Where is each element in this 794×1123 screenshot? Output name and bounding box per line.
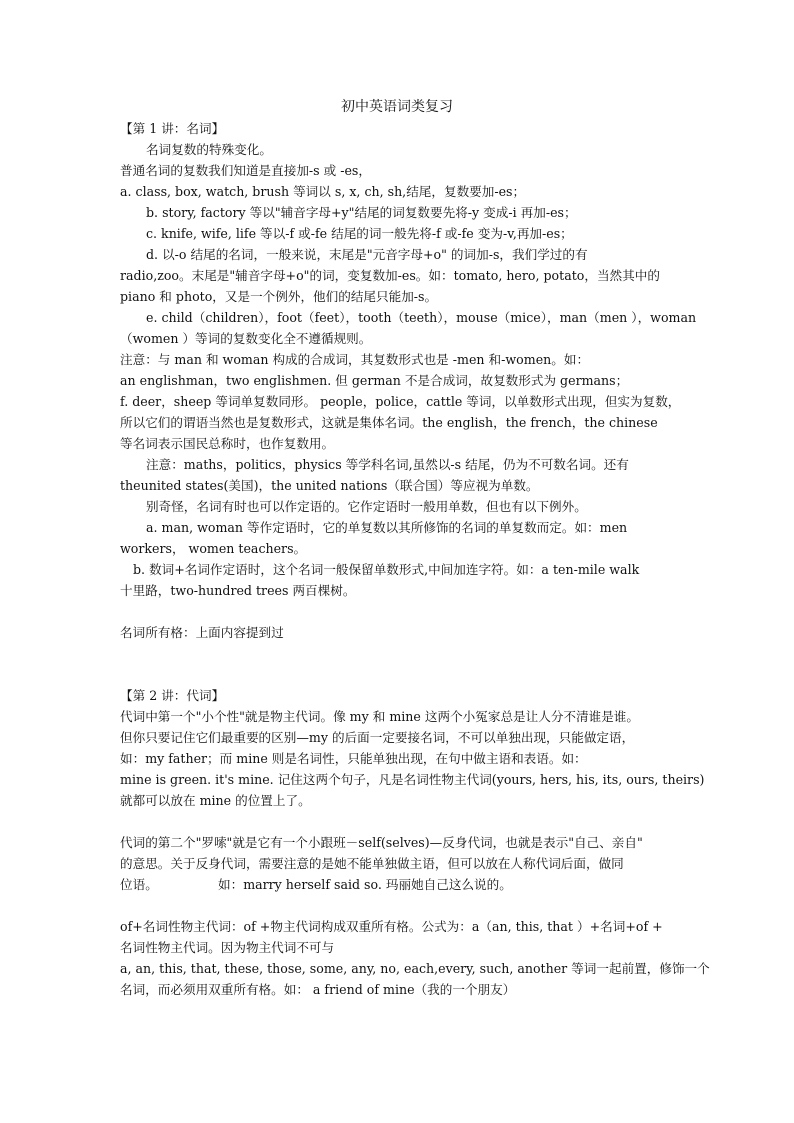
lecture-1-heading: 【第 1 讲：名词】 bbox=[120, 121, 225, 136]
document-title: 初中英语词类复习 bbox=[341, 99, 453, 115]
text-line: 的意思。关于反身代词，需要注意的是她不能单独做主语，但可以放在人称代词后面，做同 bbox=[120, 856, 624, 871]
text-line: mine is green. it's mine. 记住这两个句子，凡是名词性物主代词(yours, hers, his, its, ours, theirs) bbox=[120, 772, 705, 787]
text-line: 十里路，two-hundred trees 两百棵树。 bbox=[120, 583, 356, 598]
text-line: piano 和 photo，又是一个例外，他们的结尾只能加-s。 bbox=[120, 289, 438, 304]
text-line: workers， women teachers。 bbox=[120, 541, 307, 556]
text-line: radio,zoo。末尾是"辅音字母+o"的词，变复数加-es。如：tomato, hero, potato，当然其中的 bbox=[120, 268, 660, 283]
text-line: 如：marry herself said so. 玛丽她自己这么说的。 bbox=[218, 877, 512, 892]
text-line: 代词中第一个"小个性"就是物主代词。像 my 和 mine 这两个小冤家总是让人分不清谁是谁。 bbox=[120, 709, 639, 724]
text-line: 注意：maths，politics，physics 等学科名词,虽然以-s 结尾，仍为不可数名词。还有 bbox=[146, 457, 629, 472]
text-line: 代词的第二个"罗嗦"就是它有一个小跟班－self(selves)—反身代词，也就是表示"自己、亲自" bbox=[120, 835, 643, 850]
text-line: b. 数词+名词作定语时，这个名词一般保留单数形式,中间加连字符。如：a ten-mile walk bbox=[133, 562, 640, 577]
text-line: a, an, this, that, these, those, some, any, no, each,every, such, another 等词一起前置，修饰一个 bbox=[120, 961, 710, 976]
text-line: 所以它们的谓语当然也是复数形式，这就是集体名词。the english，the french，the chinese bbox=[120, 415, 658, 430]
text-line: 名词复数的特殊变化。 bbox=[146, 142, 272, 157]
text-line: 如：my father；而 mine 则是名词性，只能单独出现，在句中做主语和表语。如： bbox=[120, 751, 587, 766]
text-line: 名词所有格：上面内容提到过 bbox=[120, 625, 284, 640]
text-line: c. knife, wife, life 等以-f 或-fe 结尾的词一般先将-f 或-fe 变为-v,再加-es； bbox=[146, 226, 573, 241]
text-line: theunited states(美国)，the united nations（联合国）等应视为单数。 bbox=[120, 478, 539, 493]
text-line: e. child（children），foot（feet），tooth（teeth），mouse（mice），man（men ），woman bbox=[146, 310, 697, 325]
text-line: d. 以-o 结尾的名词，一般来说，末尾是"元音字母+o" 的词加-s，我们学过的有 bbox=[146, 247, 588, 262]
text-line: f. deer，sheep 等词单复数同形。 people，police，cattle 等词，以单数形式出现，但实为复数， bbox=[120, 394, 681, 409]
text-line: 但你只要记住它们最重要的区别—my 的后面一定要接名词，不可以单独出现，只能做定语， bbox=[120, 730, 635, 745]
text-line: 别奇怪，名词有时也可以作定语的。它作定语时一般用单数，但也有以下例外。 bbox=[146, 499, 587, 514]
text-line: a. class, box, watch, brush 等词以 s, x, ch, sh,结尾，复数要加-es； bbox=[120, 184, 526, 199]
text-line: 名词，而必须用双重所有格。如： a friend of mine（我的一个朋友） bbox=[120, 982, 516, 997]
text-line: 等名词表示国民总称时，也作复数用。 bbox=[120, 436, 335, 451]
text-line: b. story, factory 等以"辅音字母+y"结尾的词复数要先将-y 变成-i 再加-es； bbox=[146, 205, 577, 220]
text-line: （women ）等词的复数变化全不遵循规则。 bbox=[120, 331, 372, 346]
text-line: 名词性物主代词。因为物主代词不可与 bbox=[120, 940, 335, 955]
text-line: an englishman，two englishmen. 但 german 不是合成词，故复数形式为 germans； bbox=[120, 373, 629, 388]
lecture-2-heading: 【第 2 讲：代词】 bbox=[120, 688, 225, 703]
text-line: 就都可以放在 mine 的位置上了。 bbox=[120, 793, 311, 808]
text-line: 普通名词的复数我们知道是直接加-s 或 -es， bbox=[120, 163, 371, 178]
text-line: 注意：与 man 和 woman 构成的合成词，其复数形式也是 -men 和-women。如： bbox=[120, 352, 590, 367]
text-line: 位语。 bbox=[120, 877, 158, 892]
text-line: a. man, woman 等作定语时，它的单复数以其所修饰的名词的单复数而定。如：men bbox=[146, 520, 628, 535]
text-line: of+名词性物主代词：of +物主代词构成双重所有格。公式为：a（an, this, that ）+名词+of + bbox=[120, 919, 663, 934]
